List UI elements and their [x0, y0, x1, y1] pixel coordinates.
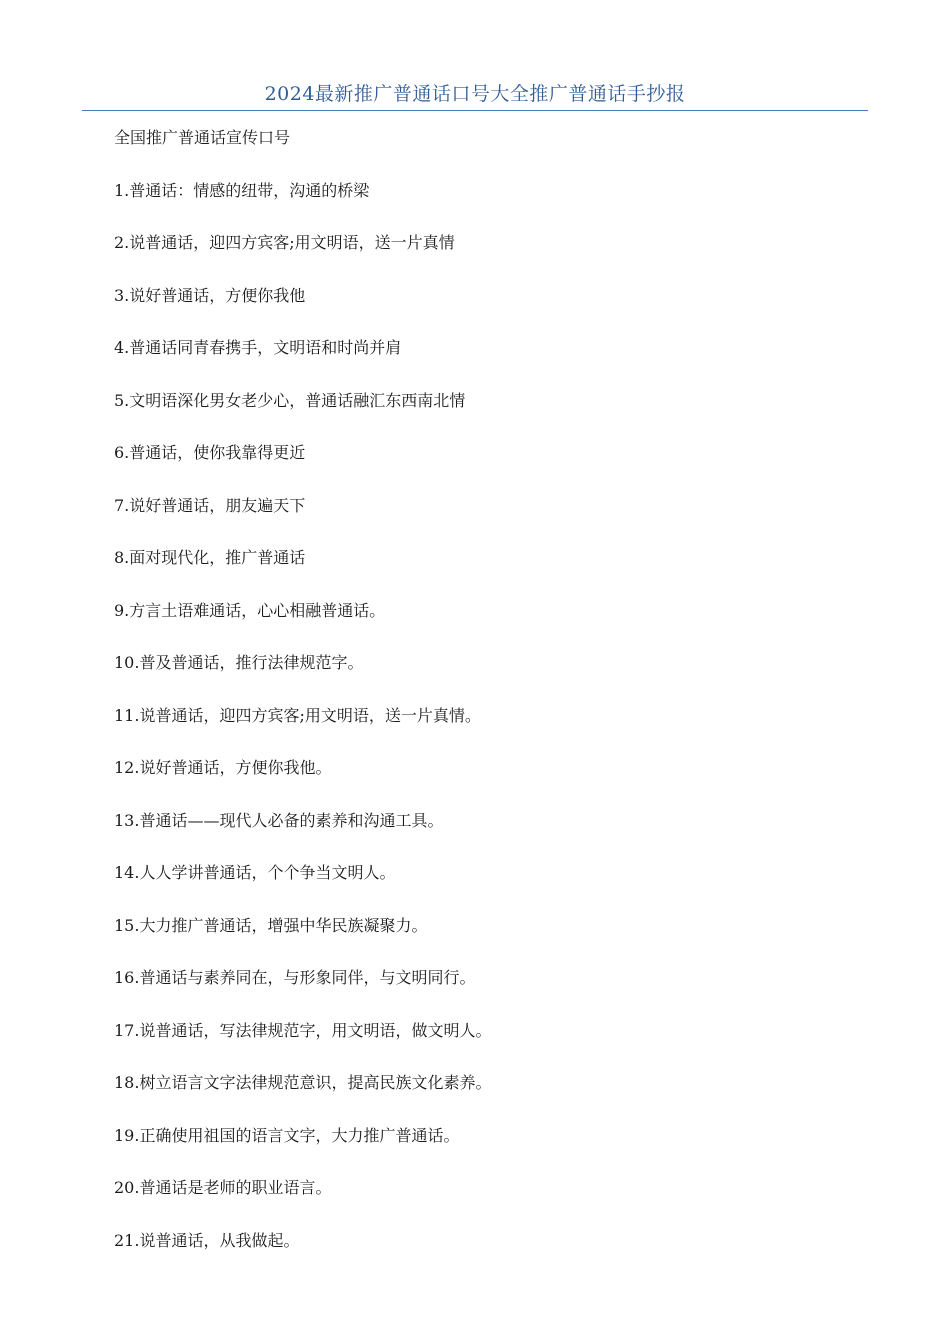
slogan-item: 10.普及普通话，推行法律规范字。 — [114, 653, 364, 672]
slogan-item: 17.说普通话，写法律规范字，用文明语，做文明人。 — [114, 1020, 492, 1040]
slogan-item: 2.说普通话，迎四方宾客;用文明语，送一片真情 — [114, 233, 455, 252]
slogan-item: 6.普通话，使你我靠得更近 — [114, 443, 306, 462]
slogan-item: 11.说普通话，迎四方宾客;用文明语，送一片真情。 — [114, 705, 481, 725]
slogan-item: 8.面对现代化，推广普通话 — [114, 548, 306, 567]
document-title: 2024最新推广普通话口号大全推广普通话手抄报 — [264, 83, 686, 105]
slogan-item: 5.文明语深化男女老少心，普通话融汇东西南北情 — [114, 390, 466, 410]
slogan-item: 16.普通话与素养同在，与形象同伴，与文明同行。 — [114, 968, 476, 987]
slogan-item: 14.人人学讲普通话，个个争当文明人。 — [114, 863, 396, 882]
section-heading: 全国推广普通话宣传口号 — [114, 128, 291, 147]
slogan-item: 20.普通话是老师的职业语言。 — [114, 1178, 332, 1197]
document-body — [114, 124, 854, 1279]
slogan-item: 1.普通话：情感的纽带，沟通的桥梁 — [114, 180, 370, 200]
slogan-item: 3.说好普通话，方便你我他 — [114, 285, 306, 305]
slogan-item: 4.普通话同青春携手，文明语和时尚并肩 — [114, 338, 402, 357]
slogan-item: 9.方言土语难通话，心心相融普通话。 — [114, 600, 386, 620]
slogan-item: 19.正确使用祖国的语言文字，大力推广普通话。 — [114, 1125, 460, 1145]
slogan-item: 7.说好普通话，朋友遍天下 — [114, 495, 306, 515]
slogan-item: 13.普通话——现代人必备的素养和沟通工具。 — [114, 810, 444, 830]
slogan-item: 15.大力推广普通话，增强中华民族凝聚力。 — [114, 915, 428, 935]
slogan-item: 18.树立语言文字法律规范意识，提高民族文化素养。 — [114, 1073, 492, 1092]
document-header — [82, 80, 868, 111]
slogan-item: 12.说好普通话，方便你我他。 — [114, 758, 332, 777]
slogan-item: 21.说普通话，从我做起。 — [114, 1230, 300, 1250]
